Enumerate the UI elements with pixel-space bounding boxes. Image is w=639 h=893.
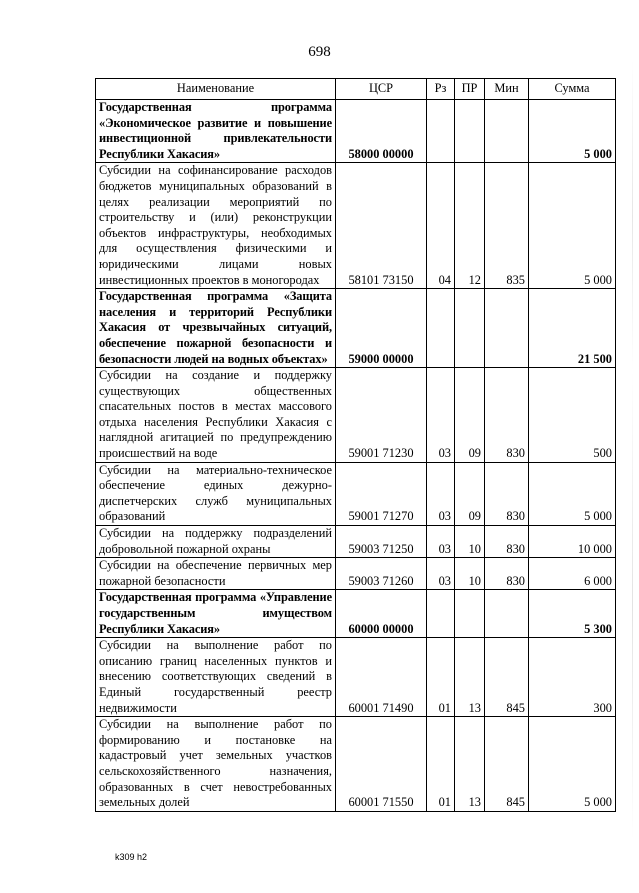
table-row — [96, 462, 616, 525]
row-pr: 09 — [455, 462, 485, 525]
row-name: Субсидии на выполнение работ по формированию и постановке на кадастровый учет земельных участков сельскохозяйственного назначения, образованных в счет невостребованных земельных долей — [96, 717, 336, 812]
row-name: Субсидии на поддержку подразделений добровольной пожарной охраны — [96, 526, 336, 558]
page-number: 698 — [308, 44, 331, 60]
row-name: Субсидии на создание и поддержку существующих общественных спасательных постов в местах массового отдыха населения Республики Хакасия с наглядной агитацией по предупреждению происшествий на воде — [96, 368, 336, 463]
row-sum: 10 000 — [529, 526, 616, 558]
row-csr: 59003 71260 — [336, 558, 427, 590]
table-row — [96, 717, 616, 812]
row-rz: 03 — [427, 526, 455, 558]
budget-table — [95, 78, 616, 812]
row-pr: 13 — [455, 638, 485, 717]
row-name: Субсидии на софинансирование расходов бюджетов муниципальных образований в целях реализации мероприятий по строительству и (или) реконструкции объектов инфраструктуры, необходимых для осуществления физическими и юридическими лицами новых инвестиционных проектов в моногородах — [96, 163, 336, 289]
row-min: 845 — [485, 717, 529, 812]
row-csr: 59003 71250 — [336, 526, 427, 558]
row-rz: 01 — [427, 638, 455, 717]
row-pr: 09 — [455, 368, 485, 463]
row-name: Субсидии на обеспечение первичных мер пожарной безопасности — [96, 558, 336, 590]
row-sum: 500 — [529, 368, 616, 463]
row-csr: 60001 71490 — [336, 638, 427, 717]
row-pr: 13 — [455, 717, 485, 812]
row-min: 830 — [485, 368, 529, 463]
row-sum: 6 000 — [529, 558, 616, 590]
row-name: Субсидии на материально-техническое обеспечение единых дежурно-диспетчерских служб муниципальных образований — [96, 462, 336, 525]
row-sum: 5 000 — [529, 462, 616, 525]
row-sum: 5 000 — [529, 100, 616, 163]
row-name: Государственная программа «Экономическое развитие и повышение инвестиционной привлекательности Республики Хакасия» — [96, 100, 336, 163]
row-rz: 03 — [427, 558, 455, 590]
row-csr: 59001 71230 — [336, 368, 427, 463]
row-csr: 59001 71270 — [336, 462, 427, 525]
row-csr: 59000 00000 — [336, 289, 427, 368]
program-row-state-property — [96, 590, 616, 638]
row-min: 830 — [485, 462, 529, 525]
row-sum: 5 300 — [529, 590, 616, 638]
row-rz — [427, 100, 455, 163]
column-header-min: Мин — [485, 79, 529, 100]
row-sum: 5 000 — [529, 163, 616, 289]
table-header-row — [96, 79, 616, 100]
row-rz — [427, 590, 455, 638]
row-sum: 5 000 — [529, 717, 616, 812]
table-row — [96, 526, 616, 558]
column-header-sum: Сумма — [529, 79, 616, 100]
row-min — [485, 100, 529, 163]
row-rz: 04 — [427, 163, 455, 289]
row-pr: 12 — [455, 163, 485, 289]
row-min: 845 — [485, 638, 529, 717]
column-header-name: Наименование — [96, 79, 336, 100]
row-name: Государственная программа «Управление государственным имуществом Республики Хакасия» — [96, 590, 336, 638]
row-name: Государственная программа «Защита населения и территорий Республики Хакасия от чрезвычайных ситуаций, обеспечение пожарной безопасности и безопасности людей на водных объектах» — [96, 289, 336, 368]
row-name: Субсидии на выполнение работ по описанию границ населенных пунктов и внесению соответствующих сведений в Единый государственный реестр недвижимости — [96, 638, 336, 717]
row-rz — [427, 289, 455, 368]
table-row — [96, 558, 616, 590]
program-row-economic-development — [96, 100, 616, 163]
row-pr — [455, 590, 485, 638]
column-header-csr: ЦСР — [336, 79, 427, 100]
footer-code: k309 h2 — [115, 852, 148, 862]
row-rz: 03 — [427, 368, 455, 463]
row-pr — [455, 289, 485, 368]
scan-edge-artifact — [632, 60, 633, 840]
row-csr: 58000 00000 — [336, 100, 427, 163]
program-row-population-protection — [96, 289, 616, 368]
row-sum: 300 — [529, 638, 616, 717]
row-min: 830 — [485, 558, 529, 590]
row-min: 835 — [485, 163, 529, 289]
table-row — [96, 163, 616, 289]
row-pr: 10 — [455, 558, 485, 590]
row-min: 830 — [485, 526, 529, 558]
row-csr: 60000 00000 — [336, 590, 427, 638]
table-row — [96, 638, 616, 717]
row-pr: 10 — [455, 526, 485, 558]
row-csr: 58101 73150 — [336, 163, 427, 289]
row-csr: 60001 71550 — [336, 717, 427, 812]
row-pr — [455, 100, 485, 163]
row-min — [485, 590, 529, 638]
column-header-pr: ПР — [455, 79, 485, 100]
row-min — [485, 289, 529, 368]
row-rz: 03 — [427, 462, 455, 525]
row-rz: 01 — [427, 717, 455, 812]
column-header-rz: Рз — [427, 79, 455, 100]
row-sum: 21 500 — [529, 289, 616, 368]
table-row — [96, 368, 616, 463]
